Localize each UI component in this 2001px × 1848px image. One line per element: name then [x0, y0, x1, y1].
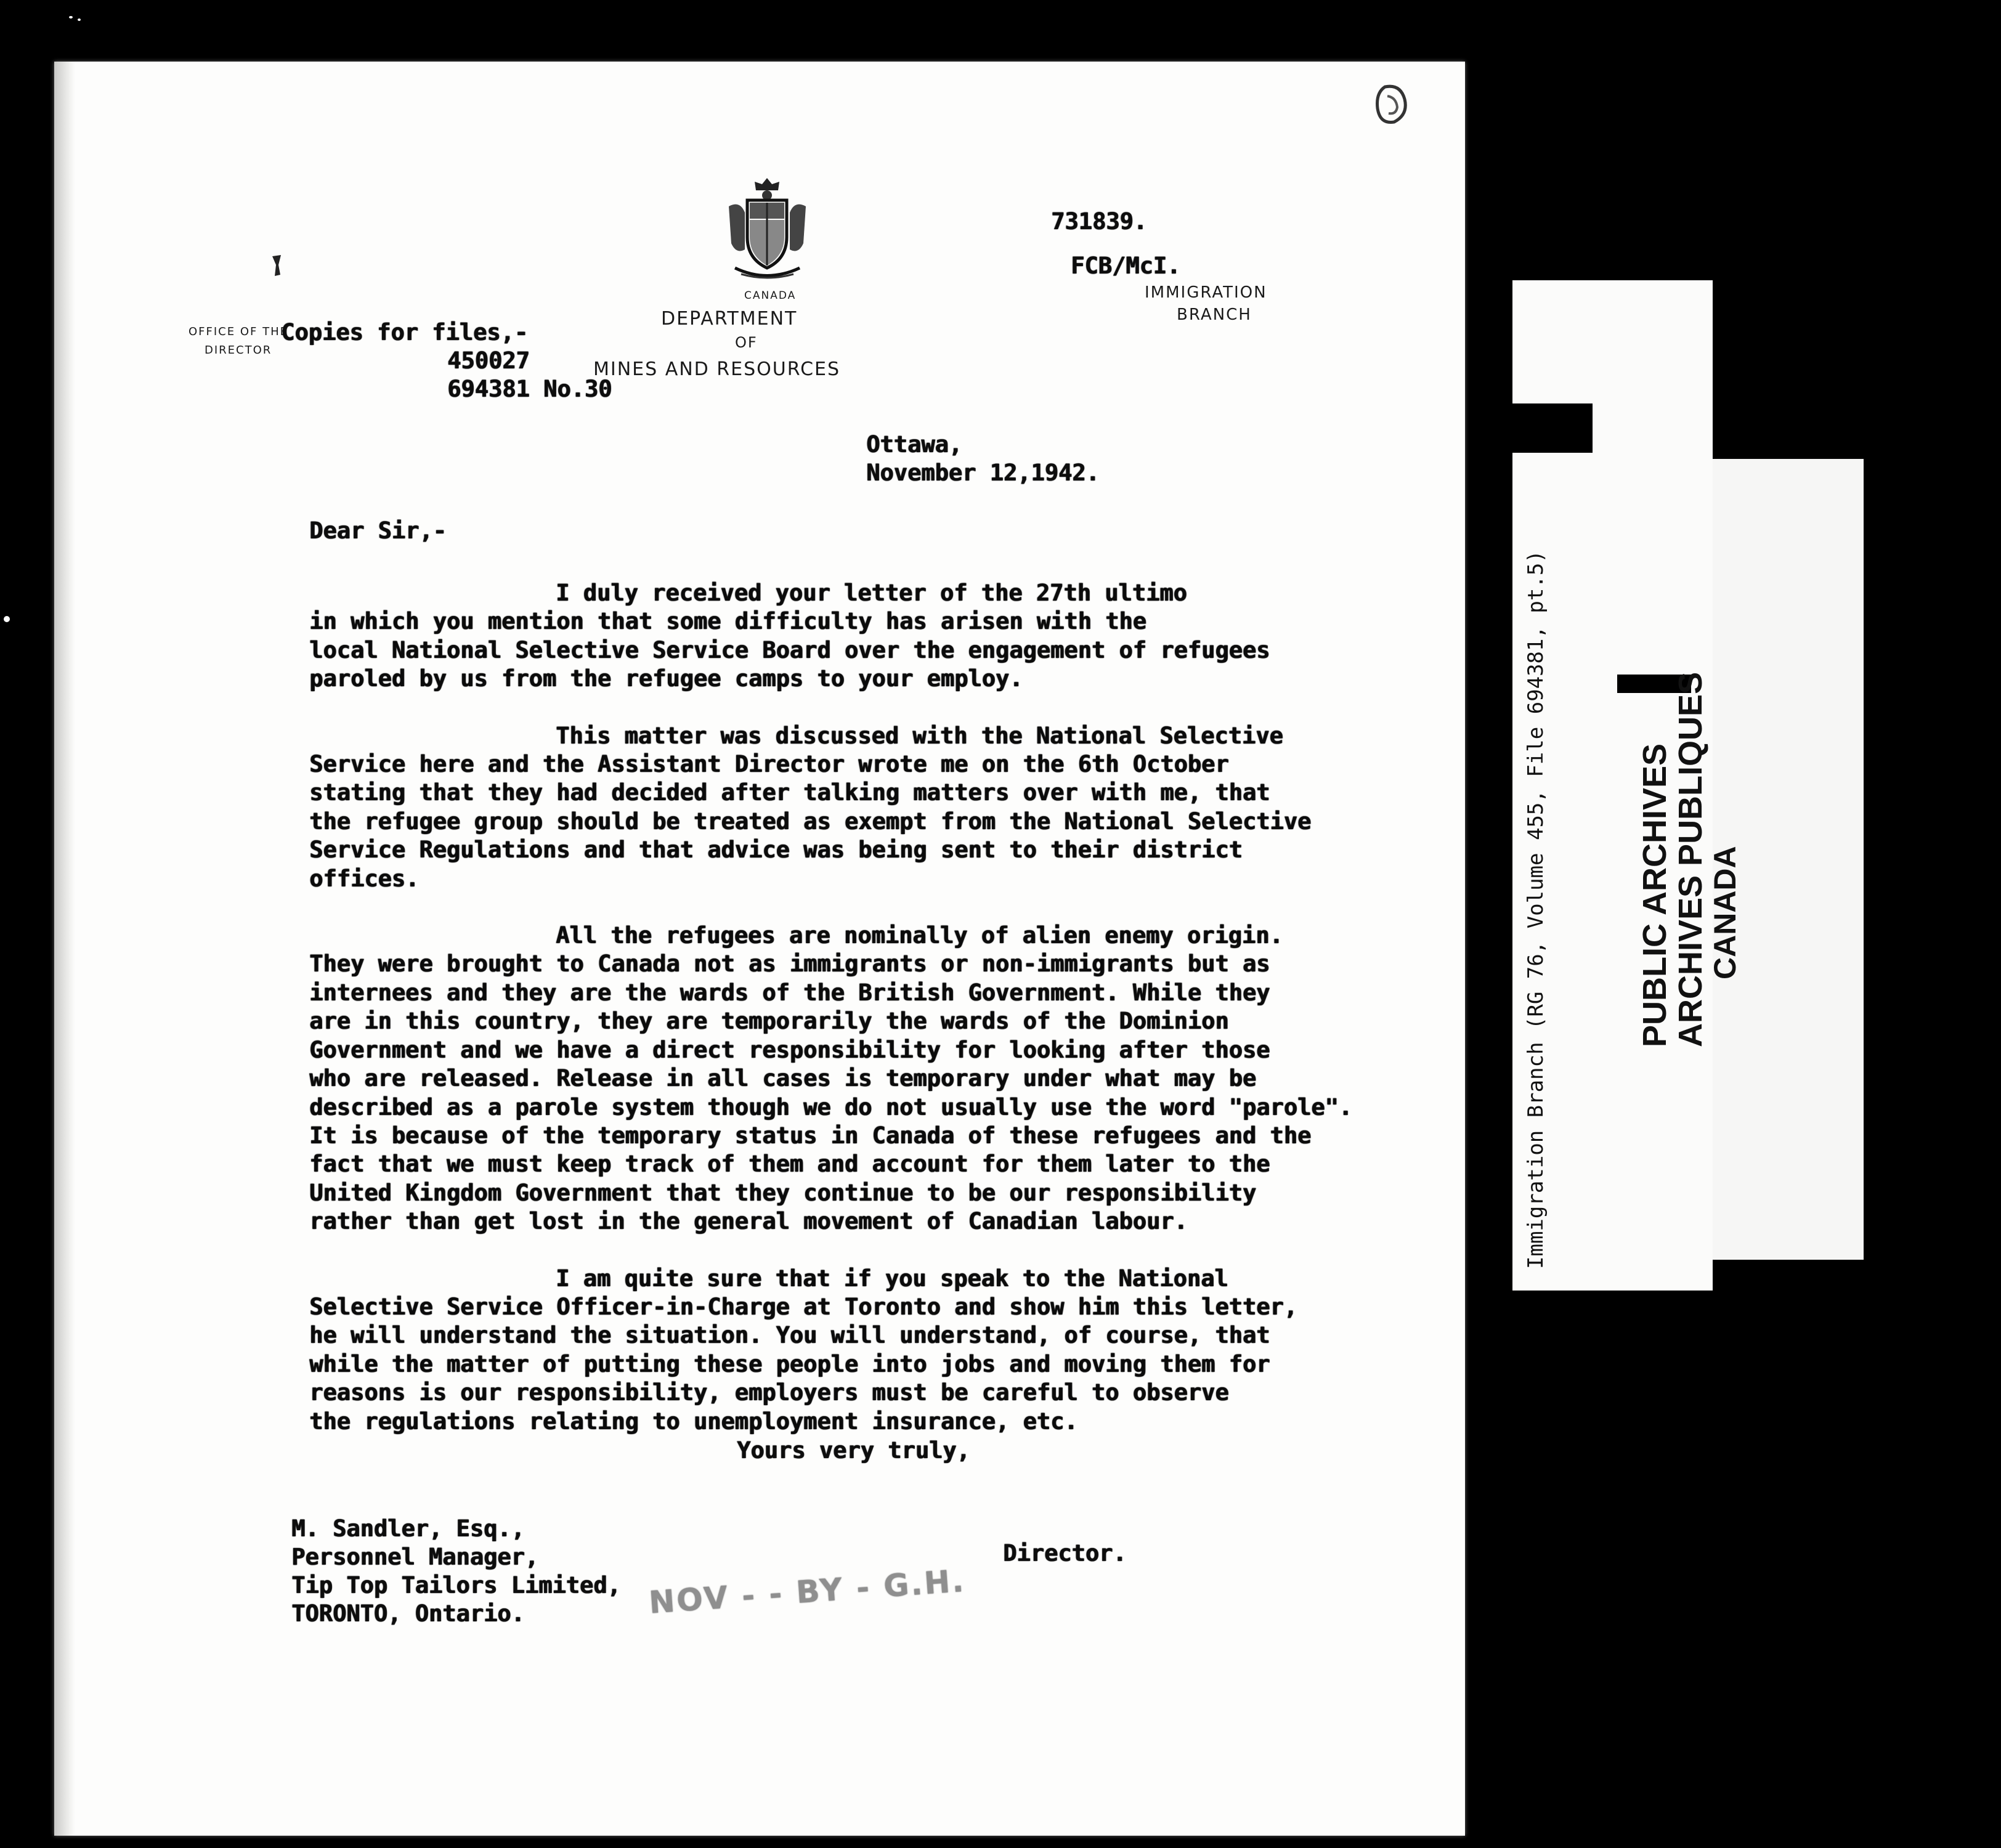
letterhead-department: DEPARTMENT: [661, 308, 798, 330]
body-paragraph: I duly received your letter of the 27th ultimo in which you mention that some difficulty has arisen with the local National Selective Service Board over the engagement of refugees paroled by us from the refugee camps to your employ.: [309, 580, 1270, 692]
addressee-line: TORONTO, Ontario.: [291, 1600, 525, 1627]
addressee-line: Tip Top Tailors Limited,: [291, 1572, 621, 1599]
archive-country: CANADA: [1708, 846, 1742, 979]
body-paragraph: All the refugees are nominally of alien enemy origin. They were brought to Canada not as immigrants or non-immigrants but as internees and they are the wards of the British Government. While they are in this country, they are temporarily the wards of the Dominion Government and we have a direct responsibility for looking after those who are released. Release in all cases is temporary under what may be described as a parole system though we do not usually use the word "parole". It is because of the temporary status in Canada of these refugees and the fact that we must keep track of them and account for them later to the United Kingdom Government that they continue to be our responsibility rather than get lost in the general movement of Canadian labour.: [309, 922, 1352, 1235]
folded-corner-mark: [1373, 84, 1410, 127]
letterhead-country: CANADA: [744, 290, 797, 302]
salutation: Dear Sir,-: [309, 517, 447, 544]
body-paragraph: This matter was discussed with the National Selective Service here and the Assistant Director wrote me on the 6th October stating that they had decided after talking matters over with me, that the refugee group should be treated as exempt from the National Selective Service Regulations and that advice was being sent to their district offices.: [309, 722, 1312, 892]
copy-file-number: 450027: [447, 347, 530, 374]
letterhead-director: DIRECTOR: [205, 344, 272, 357]
signature-title: Director.: [1003, 1540, 1127, 1566]
received-stamp: NOV - - BY - G.H.: [647, 1563, 967, 1621]
letter-date: November 12,1942.: [866, 460, 1100, 486]
archive-name-fr: ARCHIVES PUBLIQUES: [1672, 671, 1709, 1047]
letterhead-of: OF: [735, 334, 758, 351]
copies-label: Copies for files,-: [281, 319, 528, 346]
addressee-line: M. Sandler, Esq.,: [291, 1515, 525, 1542]
archive-reference: Immigration Branch (RG 76, Volume 455, File 694381, pt.5): [1524, 550, 1548, 1269]
page-edge-shadow: [54, 62, 75, 1836]
archive-label-strip: [1512, 280, 1742, 1291]
letterhead-branch: BRANCH: [1177, 306, 1252, 324]
letterhead-mines-resources: MINES AND RESOURCES: [593, 359, 841, 380]
closing: Yours very truly,: [737, 1437, 970, 1464]
letter-page: [54, 62, 1465, 1836]
archive-name-en: PUBLIC ARCHIVES: [1636, 743, 1673, 1047]
copy-file-number: 694381 No.30: [447, 376, 612, 402]
reference-initials: FCB/McI.: [1071, 253, 1181, 279]
letterhead-office-of: OFFICE OF THE: [189, 325, 288, 338]
letter-body: [309, 579, 1449, 1464]
strip-notch: [1512, 403, 1593, 453]
canada-coat-of-arms-icon: [723, 176, 812, 283]
margin-mark: [270, 253, 283, 277]
file-number: 731839.: [1051, 208, 1147, 235]
letterhead-immigration: IMMIGRATION: [1145, 283, 1267, 302]
addressee-line: Personnel Manager,: [291, 1544, 538, 1570]
body-paragraph: I am quite sure that if you speak to the National Selective Service Officer-in-Charge at Toronto and show him this letter, he will understand the situation. You will understand, of course, that while the matter of putting these people into jobs and moving them for reasons is our responsibility, employers must be careful to observe the regulations relating to unemployment insurance, etc.: [309, 1265, 1297, 1435]
letter-place: Ottawa,: [866, 431, 962, 458]
